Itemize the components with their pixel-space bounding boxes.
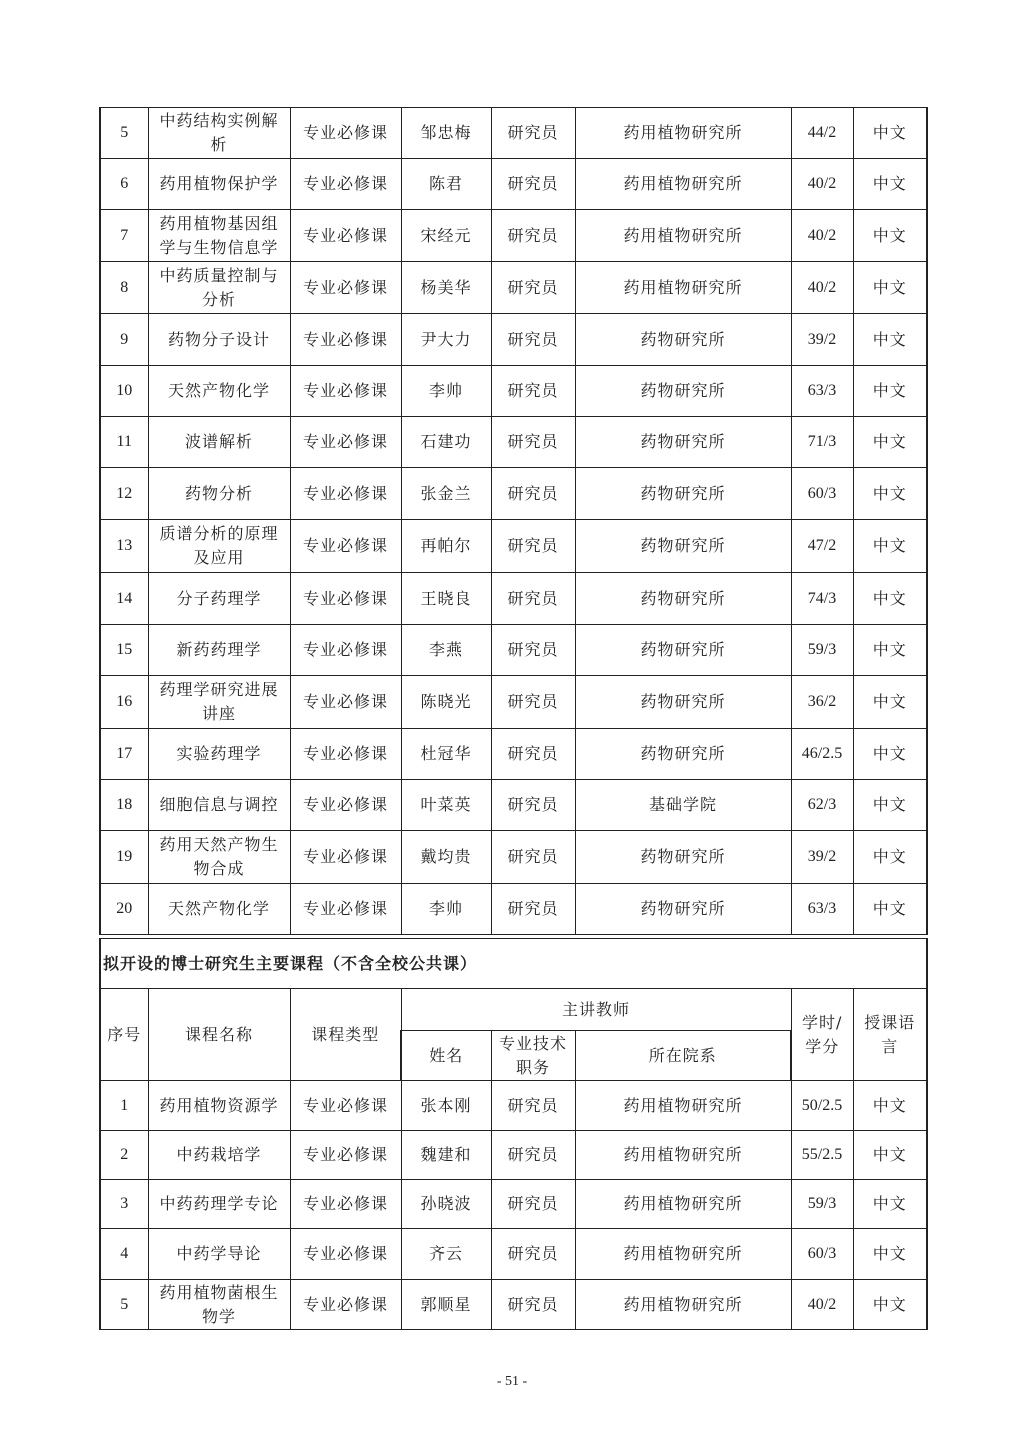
department: 药物研究所 (575, 625, 791, 676)
course-name: 中药学导论 (148, 1229, 290, 1280)
row-number: 8 (100, 262, 148, 314)
teacher-name: 孙晓波 (401, 1180, 491, 1229)
course-type: 专业必修课 (290, 366, 401, 417)
row-number: 4 (100, 1229, 148, 1280)
row-number: 9 (100, 314, 148, 366)
language: 中文 (853, 520, 927, 573)
department: 药物研究所 (575, 520, 791, 573)
row-number: 17 (100, 729, 148, 780)
language: 中文 (853, 159, 927, 210)
header-dept: 所在院系 (575, 1031, 791, 1081)
department: 药用植物研究所 (575, 1131, 791, 1180)
language: 中文 (853, 780, 927, 831)
department: 药用植物研究所 (575, 108, 791, 159)
page-number: - 51 - (496, 1374, 528, 1389)
course-name: 天然产物化学 (148, 366, 290, 417)
table-row (100, 314, 927, 366)
hours-credits: 74/3 (791, 573, 853, 625)
language: 中文 (853, 1131, 927, 1180)
course-name: 新药药理学 (148, 625, 290, 676)
table-row (100, 1280, 927, 1330)
teacher-title: 研究员 (491, 520, 575, 573)
row-number: 5 (100, 1280, 148, 1330)
row-number: 15 (100, 625, 148, 676)
teacher-title: 研究员 (491, 1131, 575, 1180)
course-type: 专业必修课 (290, 780, 401, 831)
header-row-1 (100, 989, 927, 1031)
hours-credits: 63/3 (791, 884, 853, 935)
course-name: 中药药理学专论 (148, 1180, 290, 1229)
teacher-name: 王晓良 (401, 573, 491, 625)
teacher-name: 陈晓光 (401, 676, 491, 729)
department: 药物研究所 (575, 314, 791, 366)
course-name: 中药结构实例解析 (148, 108, 290, 159)
teacher-title: 研究员 (491, 676, 575, 729)
course-name: 药物分析 (148, 468, 290, 520)
department: 药用植物研究所 (575, 1229, 791, 1280)
teacher-title: 研究员 (491, 1081, 575, 1131)
teacher-name: 郭顺星 (401, 1280, 491, 1330)
course-name: 药用植物保护学 (148, 159, 290, 210)
course-name: 药理学研究进展讲座 (148, 676, 290, 729)
department: 药物研究所 (575, 729, 791, 780)
course-type: 专业必修课 (290, 262, 401, 314)
table-row (100, 210, 927, 262)
table-row (100, 831, 927, 884)
teacher-title: 研究员 (491, 884, 575, 935)
teacher-title: 研究员 (491, 210, 575, 262)
teacher-title: 研究员 (491, 468, 575, 520)
course-type: 专业必修课 (290, 884, 401, 935)
teacher-title: 研究员 (491, 108, 575, 159)
table-row (100, 676, 927, 729)
table-row (100, 1229, 927, 1280)
row-number: 7 (100, 210, 148, 262)
row-number: 13 (100, 520, 148, 573)
row-number: 2 (100, 1131, 148, 1180)
teacher-title: 研究员 (491, 417, 575, 468)
table-row (100, 780, 927, 831)
language: 中文 (853, 366, 927, 417)
department: 药用植物研究所 (575, 1280, 791, 1330)
row-number: 10 (100, 366, 148, 417)
hours-credits: 36/2 (791, 676, 853, 729)
teacher-title: 研究员 (491, 573, 575, 625)
language: 中文 (853, 1229, 927, 1280)
course-name: 药用植物菌根生物学 (148, 1280, 290, 1330)
hours-credits: 62/3 (791, 780, 853, 831)
language: 中文 (853, 676, 927, 729)
header-teacher-group: 主讲教师 (401, 989, 791, 1031)
hours-credits: 59/3 (791, 625, 853, 676)
course-name: 波谱解析 (148, 417, 290, 468)
department: 药物研究所 (575, 417, 791, 468)
table-row (100, 729, 927, 780)
department: 药物研究所 (575, 366, 791, 417)
department: 药用植物研究所 (575, 210, 791, 262)
teacher-title: 研究员 (491, 262, 575, 314)
teacher-name: 石建功 (401, 417, 491, 468)
hours-credits: 50/2.5 (791, 1081, 853, 1131)
section-title: 拟开设的博士研究生主要课程（不含全校公共课） (100, 939, 927, 989)
header-lang: 授课语言 (853, 989, 927, 1081)
hours-credits: 47/2 (791, 520, 853, 573)
teacher-title: 研究员 (491, 366, 575, 417)
language: 中文 (853, 468, 927, 520)
row-number: 12 (100, 468, 148, 520)
course-type: 专业必修课 (290, 314, 401, 366)
hours-credits: 60/3 (791, 468, 853, 520)
hours-credits: 40/2 (791, 1280, 853, 1330)
department: 药用植物研究所 (575, 159, 791, 210)
course-name: 药用天然产物生物合成 (148, 831, 290, 884)
course-type: 专业必修课 (290, 417, 401, 468)
language: 中文 (853, 831, 927, 884)
header-title: 专业技术职务 (491, 1031, 575, 1081)
teacher-name: 齐云 (401, 1229, 491, 1280)
hours-credits: 60/3 (791, 1229, 853, 1280)
course-type: 专业必修课 (290, 729, 401, 780)
teacher-name: 李帅 (401, 884, 491, 935)
teacher-name: 再帕尔 (401, 520, 491, 573)
table-row (100, 159, 927, 210)
department: 药用植物研究所 (575, 1180, 791, 1229)
department: 基础学院 (575, 780, 791, 831)
teacher-name: 杜冠华 (401, 729, 491, 780)
course-type: 专业必修课 (290, 1280, 401, 1330)
row-number: 16 (100, 676, 148, 729)
language: 中文 (853, 884, 927, 935)
teacher-title: 研究员 (491, 1180, 575, 1229)
section-title-row (100, 939, 927, 989)
course-name: 细胞信息与调控 (148, 780, 290, 831)
row-number: 1 (100, 1081, 148, 1131)
hours-credits: 39/2 (791, 314, 853, 366)
course-type: 专业必修课 (290, 625, 401, 676)
language: 中文 (853, 262, 927, 314)
hours-credits: 59/3 (791, 1180, 853, 1229)
table-row (100, 108, 927, 159)
header-type: 课程类型 (290, 989, 401, 1081)
hours-credits: 55/2.5 (791, 1131, 853, 1180)
teacher-title: 研究员 (491, 625, 575, 676)
course-type: 专业必修课 (290, 831, 401, 884)
course-name: 质谱分析的原理及应用 (148, 520, 290, 573)
teacher-name: 叶菜英 (401, 780, 491, 831)
hours-credits: 40/2 (791, 262, 853, 314)
table-row (100, 1180, 927, 1229)
teacher-name: 张本刚 (401, 1081, 491, 1131)
header-course: 课程名称 (148, 989, 290, 1081)
course-type: 专业必修课 (290, 108, 401, 159)
course-name: 中药质量控制与分析 (148, 262, 290, 314)
department: 药物研究所 (575, 676, 791, 729)
course-name: 药用植物基因组学与生物信息学 (148, 210, 290, 262)
teacher-title: 研究员 (491, 1229, 575, 1280)
department: 药物研究所 (575, 831, 791, 884)
course-type: 专业必修课 (290, 468, 401, 520)
course-type: 专业必修课 (290, 210, 401, 262)
course-table-continued (99, 107, 928, 935)
department: 药物研究所 (575, 573, 791, 625)
teacher-title: 研究员 (491, 1280, 575, 1330)
language: 中文 (853, 729, 927, 780)
table-row (100, 520, 927, 573)
table-row (100, 262, 927, 314)
row-number: 3 (100, 1180, 148, 1229)
course-type: 专业必修课 (290, 1081, 401, 1131)
course-name: 分子药理学 (148, 573, 290, 625)
table-row (100, 573, 927, 625)
language: 中文 (853, 1081, 927, 1131)
language: 中文 (853, 108, 927, 159)
language: 中文 (853, 417, 927, 468)
teacher-title: 研究员 (491, 314, 575, 366)
teacher-name: 李燕 (401, 625, 491, 676)
row-number: 20 (100, 884, 148, 935)
course-type: 专业必修课 (290, 1180, 401, 1229)
doctoral-course-table (99, 938, 928, 1330)
teacher-name: 李帅 (401, 366, 491, 417)
row-number: 18 (100, 780, 148, 831)
teacher-title: 研究员 (491, 159, 575, 210)
course-name: 中药栽培学 (148, 1131, 290, 1180)
hours-credits: 63/3 (791, 366, 853, 417)
table-row (100, 1131, 927, 1180)
department: 药物研究所 (575, 468, 791, 520)
course-type: 专业必修课 (290, 676, 401, 729)
course-type: 专业必修课 (290, 573, 401, 625)
teacher-name: 戴均贵 (401, 831, 491, 884)
course-name: 药用植物资源学 (148, 1081, 290, 1131)
teacher-name: 杨美华 (401, 262, 491, 314)
language: 中文 (853, 314, 927, 366)
course-type: 专业必修课 (290, 1131, 401, 1180)
language: 中文 (853, 625, 927, 676)
teacher-name: 邹忠梅 (401, 108, 491, 159)
language: 中文 (853, 573, 927, 625)
hours-credits: 46/2.5 (791, 729, 853, 780)
course-type: 专业必修课 (290, 1229, 401, 1280)
row-number: 5 (100, 108, 148, 159)
teacher-title: 研究员 (491, 780, 575, 831)
hours-credits: 40/2 (791, 159, 853, 210)
teacher-name: 张金兰 (401, 468, 491, 520)
course-name: 天然产物化学 (148, 884, 290, 935)
hours-credits: 39/2 (791, 831, 853, 884)
course-type: 专业必修课 (290, 159, 401, 210)
table-row (100, 884, 927, 935)
header-name: 姓名 (401, 1031, 491, 1081)
table-row (100, 625, 927, 676)
header-hours: 学时/学分 (791, 989, 853, 1081)
course-type: 专业必修课 (290, 520, 401, 573)
department: 药用植物研究所 (575, 1081, 791, 1131)
teacher-title: 研究员 (491, 729, 575, 780)
table-row (100, 468, 927, 520)
department: 药物研究所 (575, 884, 791, 935)
teacher-name: 宋经元 (401, 210, 491, 262)
row-number: 11 (100, 417, 148, 468)
row-number: 6 (100, 159, 148, 210)
teacher-name: 魏建和 (401, 1131, 491, 1180)
hours-credits: 40/2 (791, 210, 853, 262)
course-name: 药物分子设计 (148, 314, 290, 366)
teacher-name: 尹大力 (401, 314, 491, 366)
hours-credits: 44/2 (791, 108, 853, 159)
row-number: 14 (100, 573, 148, 625)
table-row (100, 417, 927, 468)
department: 药用植物研究所 (575, 262, 791, 314)
language: 中文 (853, 210, 927, 262)
table-row (100, 366, 927, 417)
teacher-title: 研究员 (491, 831, 575, 884)
language: 中文 (853, 1280, 927, 1330)
teacher-name: 陈君 (401, 159, 491, 210)
row-number: 19 (100, 831, 148, 884)
language: 中文 (853, 1180, 927, 1229)
course-name: 实验药理学 (148, 729, 290, 780)
hours-credits: 71/3 (791, 417, 853, 468)
header-no: 序号 (100, 989, 148, 1081)
table-row (100, 1081, 927, 1131)
